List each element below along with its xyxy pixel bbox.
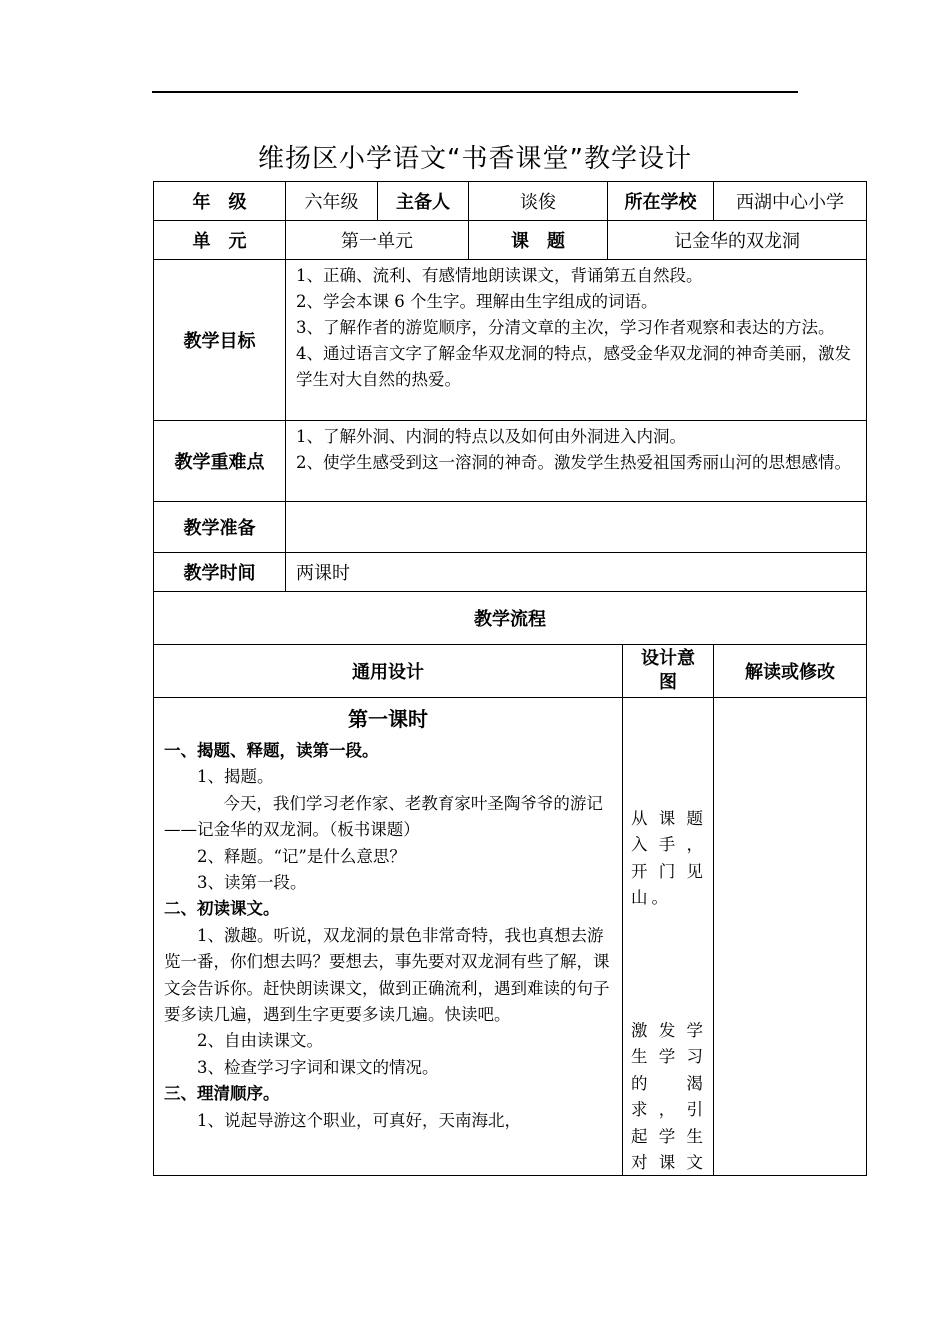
step-text: 3、检查学习字词和课文的情况。 <box>197 1057 439 1077</box>
intent-line: 的 渴 <box>631 1073 707 1093</box>
intent-line: 开门见 <box>631 861 707 881</box>
intent-line: 对课文 <box>631 1153 707 1173</box>
key-points-label: 教学重难点 <box>153 420 286 502</box>
notes-content <box>713 697 867 1176</box>
col-design-intent-text: 设计意图 <box>641 648 695 693</box>
intent-line: 生学习 <box>631 1047 707 1067</box>
section-heading: 三、理清顺序。 <box>164 1084 280 1104</box>
step-text: 2、释题。“记”是什么意思？ <box>197 846 406 866</box>
topic-label: 课 题 <box>468 220 608 260</box>
intent-line: 从课题 <box>631 809 707 828</box>
flow-title: 教学流程 <box>153 591 867 645</box>
goals-list <box>285 259 867 421</box>
goal-item: 1、正确、流利、有感情地朗读课文，背诵第五自然段。 <box>296 266 703 285</box>
goal-item: 3、了解作者的游览顺序，分清文章的主次，学习作者观察和表达的方法。 <box>296 318 835 337</box>
page-title: 维扬区小学语文“书香课堂”教学设计 <box>258 144 692 174</box>
preparation-label: 教学准备 <box>153 501 286 553</box>
goal-item: 2、学会本课 6 个生字。理解由生字组成的词语。 <box>296 292 658 311</box>
unit-label: 单 元 <box>153 220 286 260</box>
intent-line: 激发学 <box>631 1021 707 1040</box>
grade-value: 六年级 <box>285 181 378 221</box>
key-point-item: 1、了解外洞、内洞的特点以及如何由外洞进入内洞。 <box>296 427 686 446</box>
intent-line: 求，引 <box>631 1100 707 1120</box>
intent-block-2 <box>631 1018 707 1176</box>
intent-line: 入手， <box>631 835 707 855</box>
paragraph-text: 1、激趣。听说，双龙洞的景色非常奇特，我也真想去游览一番，你们想去吗？要想去，事先要对双龙洞有些了解，课文会告诉你。赶快朗读课文，做到正确流利，遇到难读的句子要多读几遍，遇到生字更要多读几遍。快读吧。 <box>164 925 610 1025</box>
step-text: 3、读第一段。 <box>197 873 307 893</box>
time-label: 教学时间 <box>153 552 286 592</box>
topic-value: 记金华的双龙洞 <box>607 220 867 260</box>
school-label: 所在学校 <box>607 181 714 221</box>
grade-label: 年 级 <box>153 181 286 221</box>
time-value: 两课时 <box>285 552 867 592</box>
key-points-list <box>285 420 867 502</box>
key-point-item: 2、使学生感受到这一溶洞的神奇。激发学生热爱祖国秀丽山河的思想感情。 <box>296 453 851 472</box>
step-text: 1、揭题。 <box>197 767 274 787</box>
col-notes: 解读或修改 <box>713 644 867 698</box>
unit-value: 第一单元 <box>285 220 469 260</box>
preparation-value <box>285 501 867 553</box>
col-design-intent <box>622 644 714 698</box>
preparer-label: 主备人 <box>377 181 469 221</box>
col-general-design: 通用设计 <box>153 644 623 698</box>
section-heading: 一、揭题、释题，读第一段。 <box>164 741 379 760</box>
paragraph-text: 1、说起导游这个职业，可真好，天南海北， <box>197 1110 521 1130</box>
section-heading: 二、初读课文。 <box>164 899 280 919</box>
intent-line: 山。 <box>631 888 672 908</box>
lesson-title: 第一课时 <box>348 707 428 731</box>
goals-label: 教学目标 <box>153 259 286 421</box>
general-design-content <box>153 697 623 1176</box>
goal-item: 4、通过语言文字了解金华双龙洞的特点，感受金华双龙洞的神奇美丽，激发学生对大自然的热爱。 <box>296 344 851 389</box>
intent-block-1 <box>631 806 707 912</box>
header-rule <box>152 91 798 93</box>
paragraph-text: 今天，我们学习老作家、老教育家叶圣陶爷爷的游记——记金华的双龙洞。（板书课题） <box>164 793 603 840</box>
intent-line: 起学生 <box>631 1126 707 1146</box>
school-value: 西湖中心小学 <box>713 181 867 221</box>
design-intent-content <box>622 697 714 1176</box>
preparer-value: 谈俊 <box>468 181 608 221</box>
step-text: 2、自由读课文。 <box>197 1031 323 1051</box>
